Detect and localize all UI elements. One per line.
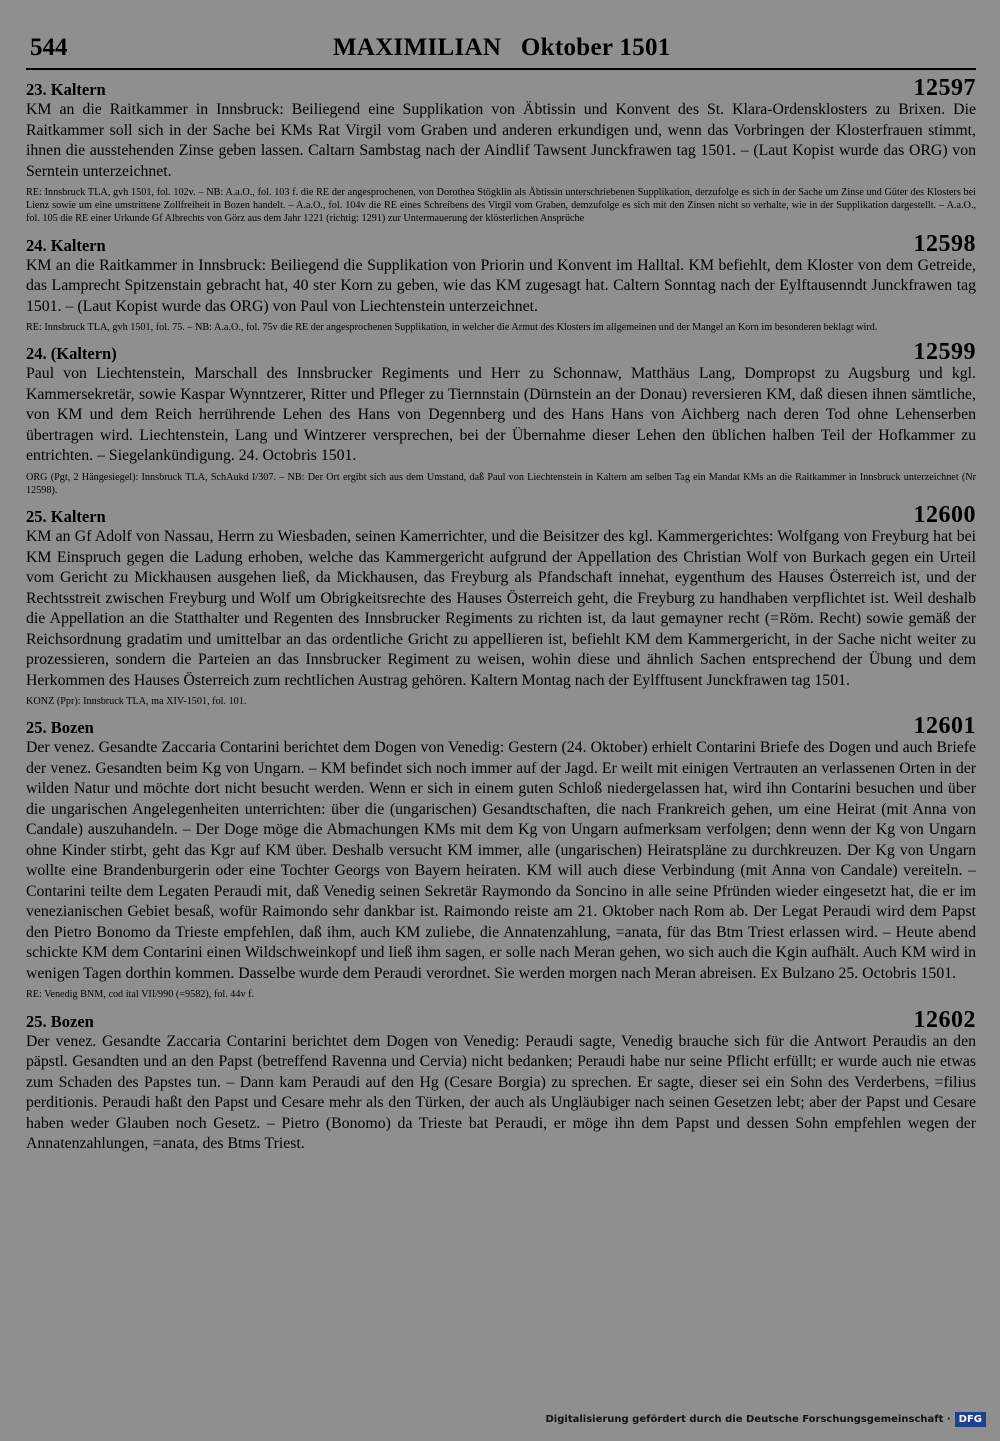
entry-number: 12599	[913, 339, 976, 366]
entry-12601	[26, 713, 976, 1001]
entry-text: Der venez. Gesandte Zaccaria Contarini berichtet dem Dogen von Venedig: Gestern (24. Oktober) erhielt Contarini Briefe des Dogen und auch Briefe der venez. Gesandten beim Kg von Ungarn. – KM befindet sich noch immer auf der Jagd. Er weilt mit einigen Vertrauten an verlassenen Orten in der wilden Natur und möchte dort nicht besucht werden. Wenn er sich in einem guten Schloß niedergelassen hat, wird ihn Contarini besuchen und über die ungarischen Angelegenheiten unterrichten: über die (ungarischen) Gesandtschaften, die nach Frankreich gehen, um eine Heirat (mit Anna von Candale) auszuhandeln. – Der Doge möge die Abmachungen KMs mit dem Kg von Ungarn aufmerksam verfolgen; denn wenn der Kg von Ungarn ohne Kinder stirbt, geht das Kgr auf KM über. Deshalb versucht KM immer, alle (ungarischen) Heiratspläne zu durchkreuzen. Der Kg von Ungarn wollte eine Brandenburgerin oder eine Tochter Georgs von Bayern heiraten. KM will auch diese Verbindung (mit Anna von Candale) vereiteln. – Contarini teilte dem Legaten Peraudi mit, daß Venedig seinen Sekretär Raymondo da Soncino in alle seine Pfründen wieder eingesetzt hat, die er im venezianischen Gebiet besaß, wofür Raimondo sehr dankbar ist. Raimondo reiste am 21. Oktober nach Rom ab. Der Legat Peraudi wird dem Papst den Pietro Bonomo da Trieste empfehlen, daß ihm, auch KM zuliebe, die Annatenzahlung, =anata, für das Btm Triest erlassen wird. – Heute abend schickte KM dem Contarini einen Wildschweinkopf und ließ ihm sagen, er solle nach Meran gehen, wo sich auch die Kgin aufhält. Auch KM wird in wenigen Tagen dorthin kommen. Dasselbe wurde dem Peraudi verordnet. Sie werden morgen nach Meran abreisen. Ex Bulzano 25. Octobris 1501.	[26, 739, 976, 982]
entry-number: 12598	[913, 230, 976, 257]
page-header	[26, 34, 976, 70]
entry-place: 25. Bozen	[26, 718, 94, 738]
entry-place: 23. Kaltern	[26, 80, 106, 99]
footer-credit: Digitalisierung gefördert durch die Deutsche Forschungsgemeinschaft ·	[545, 1413, 951, 1425]
page-title: MAXIMILIAN Oktober 1501	[332, 34, 671, 61]
entry-place: 25. Kaltern	[26, 507, 106, 527]
entry-12598	[26, 230, 976, 335]
entry-text: KM an Gf Adolf von Nassau, Herrn zu Wiesbaden, seinen Kamerrichter, und die Beisitzer des kgl. Kammergerichtes: Wolfgang von Freyburg hat bei KM Einspruch gegen die Ladung erhoben, welche das Kammergericht aufgrund der Appellation des Christian Wolf von Burkach gegen ein Urteil vom Gericht zu Mickhausen ausgehen ließ, da Mickhausen, das Freyburg als Pfandschaft innehat, eygenthum des Hauses Österreich ist, und der Rechtsstreit zwischen Freyburg und Wolf um Obrigkeitsrechte des Hauses Österreich geht, die Freyburg zu handhaben verpflichtet ist. Weil deshalb die Appellation an die Statthalter und Regenten des Innsbrucker Regiments zu richten ist, da laut gemayner recht (=Röm. Recht) sowie gemäß der Reichsordnung gradatim und umittelbar an das ordentliche Gricht zu appellieren ist, befiehlt KM dem Kammergericht, in der Sache nicht weiter zu prozessieren, sondern die Parteien an das Innsbrucker Regiment zu weisen, wohin diese und ähnlich Sachen entsprechend der Übung und dem Herkommen des Hauses Österreich zum rechtlichen Austrag gehören. Kaltern Montag nach der Eylfftusent Junckfrawen tag 1501.	[26, 528, 976, 689]
entry-source-note: RE: Venedig BNM, cod ital VII/990 (=9582), fol. 44v f.	[26, 989, 255, 1001]
entry-place: 24. Kaltern	[26, 235, 106, 255]
entry-place: 24. (Kaltern)	[26, 344, 117, 364]
entry-number: 12600	[913, 502, 976, 529]
entry-place: 25. Bozen	[26, 1011, 94, 1031]
entry-source-note: RE: Innsbruck TLA, gvh 1501, fol. 75. – NB: A.a.O., fol. 75v die RE der angesprochenen Supplikation, in welcher die Armut des Klosters im allgemeinen und der Mangel an Korn im besonderen beklagt wird.	[26, 322, 878, 334]
entry-source-note: KONZ (Ppr): Innsbruck TLA, ma XIV-1501, fol. 101.	[26, 696, 247, 708]
entry-number: 12597	[913, 75, 976, 101]
entry-source-note: RE: Innsbruck TLA, gvh 1501, fol. 102v. – NB: A.a.O., fol. 103 f. die RE der angesprochenen, von Dorothea Stögklin als Äbtissin unterschriebenen Supplikation, derzufolge es sich in der Sache um Zinse und Güter des Klosters bei Lienz sowie um eine umstrittene Zollfreiheit in Bozen handelt. – A.a.O., fol. 104v die RE eines Schreibens des Virgil vom Graben, demzufolge es sich mit den Zinsen nicht so verhalte, wie in der Supplikation dargestellt. – A.a.O., fol. 105 die RE einer Urkunde Gf Albrechts von Görz aus dem Jahr 1221 (richtig: 1291) zur Untermauerung der klösterlichen Ansprüche	[26, 187, 976, 225]
entry-list	[26, 75, 976, 1155]
entry-number: 12602	[913, 1006, 976, 1033]
page-number: 544	[30, 34, 68, 61]
entry-number: 12601	[913, 713, 976, 740]
entry-12597	[26, 75, 976, 226]
entry-text: KM an die Raitkammer in Innsbruck: Beiliegend eine Supplikation von Äbtissin und Konvent des St. Klara-Ordensklosters zu Brixen. Die Raitkammer soll sich in der Sache bei KMs Rat Virgil vom Graben und anderen erkundigen und, wenn das Vorbringen der Klosterfrauen stimmt, ihnen die ausstehenden Zinse geben lassen. Caltarn Sambstag nach der Aindlif Tawsent Junckfrawen tag 1501. – (Laut Kopist wurde das ORG) von Serntein unterzeichnet.	[26, 101, 976, 180]
entry-12599	[26, 339, 976, 497]
document-page	[26, 34, 976, 1155]
entry-text: KM an die Raitkammer in Innsbruck: Beiliegend die Supplikation von Priorin und Konvent im Halltal. KM befiehlt, dem Kloster von dem Getreide, das Lamprecht Spitzenstain gebracht hat, 40 ster Korn zu geben, wie das KM zugesagt hat. Caltern Sonntag nach der Eylftausenndt Junckfrawen tag 1501. – (Laut Kopist wurde das ORG) von Paul von Liechtenstein unterzeichnet.	[26, 256, 976, 315]
dfg-logo: DFG	[955, 1412, 986, 1427]
entry-12600	[26, 502, 976, 708]
entry-source-note: ORG (Pgt, 2 Hängesiegel): Innsbruck TLA, SchAukd I/307. – NB: Der Ort ergibt sich aus dem Umstand, daß Paul von Liechtenstein in Kaltern am selben Tag ein Mandat KMs an die Raitkammer in Innsbruck unterzeichnet (Nr 12598).	[26, 471, 976, 497]
entry-12602	[26, 1006, 976, 1155]
footer	[546, 1409, 987, 1429]
entry-text: Paul von Liechtenstein, Marschall des Innsbrucker Regiments und Herr zu Schonnaw, Matthäus Lang, Dompropst zu Augsburg und kgl. Kammersekretär, sowie Kaspar Wynntzerer, Ritter und Pfleger zu Tiernnstain (Dürnstein an der Donau) reversieren KM, daß diesen ihnen sämtliche, von KM und dem Reich herrührende Lehen des Hans von Degennberg und des Hans Hans von Aichberg nach deren Tod ohne Lehenserben übertragen wird. Liechtenstein, Lang und Wintzerer versprechen, bei der Übernahme dieser Lehen den üblichen halben Teil der Hofkammer zu entrichten. – Siegelankündigung. 24. Octobris 1501.	[26, 365, 976, 465]
entry-text: Der venez. Gesandte Zaccaria Contarini berichtet dem Dogen von Venedig: Peraudi sagte, Venedig brauche sich für die Antwort Peraudis an den päpstl. Gesandten und an den Papst (betreffend Ravenna und Cervia) nicht bedanken; Peraudi habe nur seine Pflicht erfüllt; er wurde auch nie etwas zum Schaden des Papstes tun. – Dann kam Peraudi auf den Hg (Cesare Borgia) zu sprechen. Er sagte, dieser sei ein Sohn des Verderbens, =filius perditionis. Peraudi haßt den Papst und Cesare mehr als den Türken, der auch als Ungläubiger nach seinen Gesetzen lebt; aber der Papst und Cesare haben weder Glauben noch Gesetz. – Pietro (Bonomo) da Trieste bat Peraudi, er möge ihn dem Papst und dessen Sohn empfehlen wegen der Annatenzahlungen, =anata, des Btms Triest.	[26, 1032, 976, 1153]
